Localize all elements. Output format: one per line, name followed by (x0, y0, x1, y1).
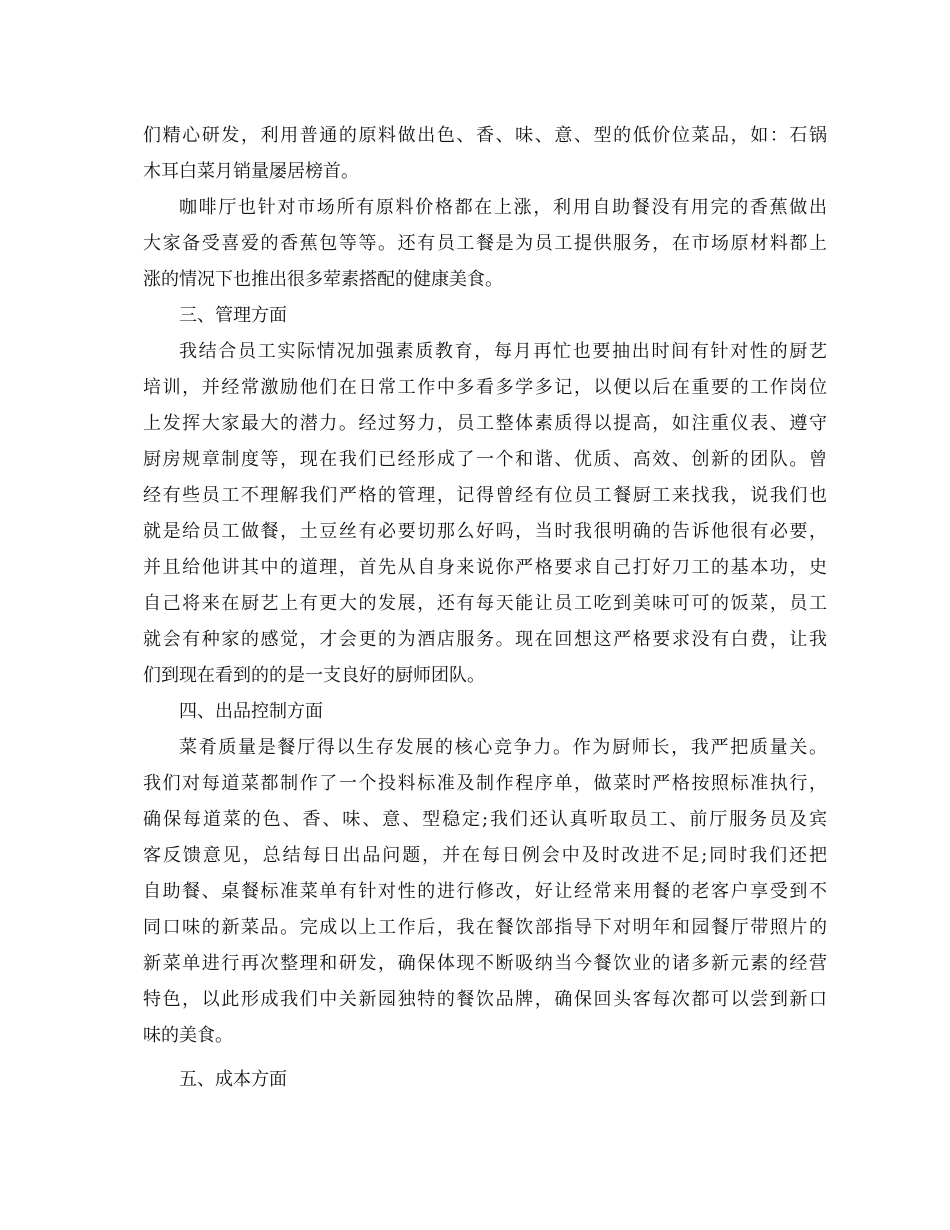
text-line: 咖啡厅也针对市场所有原料价格都在上涨，利用自助餐没有用完的香蕉做出 (179, 197, 827, 218)
section-heading-cost: 五、成本方面 (179, 1069, 287, 1090)
text-line: 就是给员工做餐，土豆丝有必要切那么好吗，当时我很明确的告诉他很有必要， (143, 521, 827, 542)
text-line: 厨房规章制度等，现在我们已经形成了一个和谐、优质、高效、创新的团队。曾 (143, 449, 827, 470)
text-line: 并且给他讲其中的道理，首先从自身来说你严格要求自己打好刀工的基本功，史 (143, 557, 827, 578)
text-line: 味的美食。 (143, 1025, 233, 1046)
text-line: 经有些员工不理解我们严格的管理，记得曾经有位员工餐厨工来找我，说我们也 (143, 485, 827, 506)
text-line: 涨的情况下也推出很多荤素搭配的健康美食。 (143, 269, 503, 290)
text-line: 客反馈意见，总结每日出品问题，并在每日例会中及时改进不足;同时我们还把 (143, 845, 827, 866)
text-line: 我结合员工实际情况加强素质教育，每月再忙也要抽出时间有针对性的厨艺 (179, 341, 827, 362)
document-body (143, 118, 827, 1098)
paragraph-management (143, 334, 827, 694)
text-line: 我们对每道菜都制作了一个投料标准及制作程序单，做菜时严格按照标准执行， (143, 773, 827, 794)
text-line: 确保每道菜的色、香、味、意、型稳定;我们还认真听取员工、前厅服务员及宾 (143, 809, 827, 830)
paragraph-output-control (143, 730, 827, 1054)
text-line: 菜肴质量是餐厅得以生存发展的核心竞争力。作为厨师长，我严把质量关。 (179, 737, 827, 758)
text-line: 自助餐、桌餐标准菜单有针对性的进行修改，好让经常来用餐的老客户享受到不 (143, 881, 827, 902)
text-line: 们到现在看到的的是一支良好的厨师团队。 (143, 665, 485, 686)
section-heading-management: 三、管理方面 (179, 305, 287, 326)
text-line: 同口味的新菜品。完成以上工作后，我在餐饮部指导下对明年和园餐厅带照片的 (143, 917, 827, 938)
paragraph-gap (143, 1054, 827, 1062)
section-heading-output-control: 四、出品控制方面 (179, 701, 323, 722)
text-line: 培训，并经常激励他们在日常工作中多看多学多记，以便以后在重要的工作岗位 (143, 377, 827, 398)
text-line: 新菜单进行再次整理和研发，确保体现不断吸纳当今餐饮业的诸多新元素的经营 (143, 953, 827, 974)
paragraph-cafe (143, 190, 827, 298)
text-line: 特色，以此形成我们中关新园独特的餐饮品牌，确保回头客每次都可以尝到新口 (143, 989, 827, 1010)
text-line: 大家备受喜爱的香蕉包等等。还有员工餐是为员工提供服务，在市场原材料都上 (143, 233, 827, 254)
text-line: 就会有种家的感觉，才会更的为酒店服务。现在回想这严格要求没有白费，让我 (143, 629, 827, 650)
text-line: 上发挥大家最大的潜力。经过努力，员工整体素质得以提高，如注重仪表、遵守 (143, 413, 827, 434)
text-line: 木耳白菜月销量屡居榜首。 (143, 161, 359, 182)
text-line: 自己将来在厨艺上有更大的发展，还有每天能让员工吃到美味可可的饭菜，员工 (143, 593, 827, 614)
paragraph-continuation (143, 118, 827, 190)
text-line: 们精心研发，利用普通的原料做出色、香、味、意、型的低价位菜品，如：石锅 (143, 125, 827, 146)
